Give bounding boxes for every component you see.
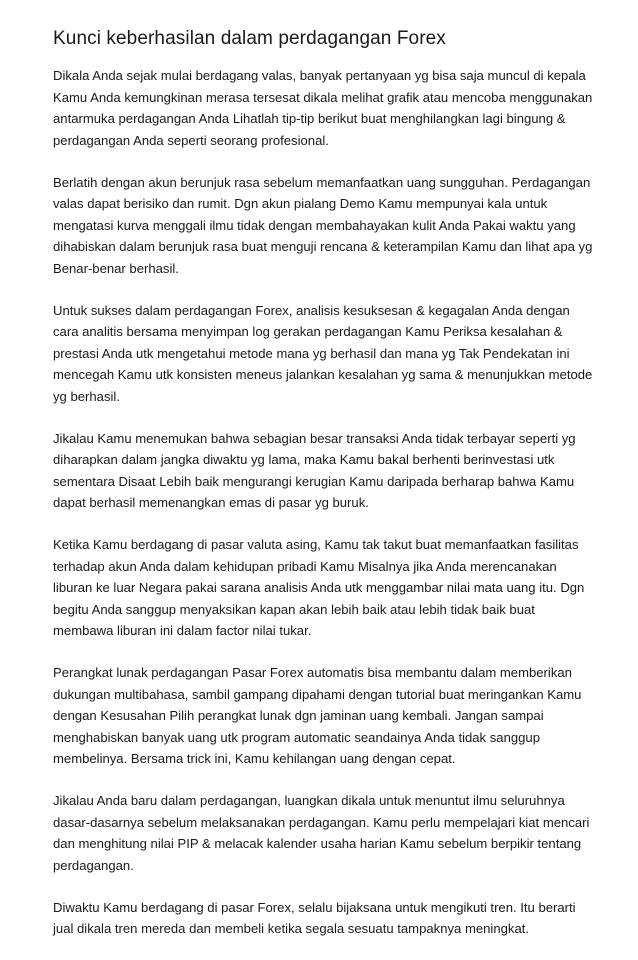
paragraph-4: Jikalau Kamu menemukan bahwa sebagian besar transaksi Anda tidak terbayar seperti yg diharapkan dalam jangka diwaktu yg lama, maka Kamu bakal berhenti berinvestasi utk sementara Disaat Lebih baik mengurangi kerugian Kamu daripada berharap bahwa Kamu dapat berhasil memenangkan emas di pasar yg buruk. [53, 430, 576, 510]
paragraph-8: Diwaktu Kamu berdagang di pasar Forex, selalu bijaksana untuk mengikuti tren. Itu berarti jual dikala tren mereda dan membeli ketika segala sesuatu tampaknya meningkat. [53, 899, 576, 936]
document-page [53, 26, 598, 960]
paragraph-5: Ketika Kamu berdagang di pasar valuta asing, Kamu tak takut buat memanfaatkan fasilitas terhadap akun Anda dalam kehidupan pribadi Kamu Misalnya jika Anda merencanakan liburan ke luar Negara pakai sarana analisis Anda utk menggambar nilai mata uang itu. Dgn begitu Anda sanggup menyaksikan kapan akan lebih baik atau lebih tidak baik buat membawa liburan ini dalam factor nilai tukar. [53, 537, 585, 638]
paragraph-6: Perangkat lunak perdagangan Pasar Forex automatis bisa membantu dalam memberikan dukungan multibahasa, sambil gampang dipahami dengan tutorial buat meringankan Kamu dengan Kesusahan Pilih perangkat lunak dgn jaminan uang kembali. Jangan sampai menghabiskan banyak uang utk program automatic seandainya Anda tidak sanggup membelinya. Bersama trick ini, Kamu kehilangan uang dengan cepat. [53, 665, 582, 766]
paragraph-1: Dikala Anda sejak mulai berdagang valas, banyak pertanyaan yg bisa saja muncul di kepala Kamu Anda kemungkinan merasa tersesat dikala melihat grafik atau mencoba menggunakan antarmuka perdagangan Anda Lihatlah tip-tip berikut buat menghilangkan lagi bingung & perdagangan Anda seperti seorang profesional. [53, 68, 593, 148]
document-title: Kunci keberhasilan dalam perdagangan Forex [53, 28, 446, 49]
paragraph-2: Berlatih dengan akun berunjuk rasa sebelum memanfaatkan uang sungguhan. Perdagangan valas dapat berisiko dan rumit. Dgn akun pialang Demo Kamu mempunyai kala untuk mengatasi kurva menggali ilmu tidak dengan membahayakan kulit Anda Pakai waktu yang dihabiskan dalam berunjuk rasa buat menguji rencana & keterampilan Kamu dan lihat apa yg Benar-benar berhasil. [53, 174, 593, 276]
paragraph-3: Untuk sukses dalam perdagangan Forex, analisis kesuksesan & kegagalan Anda dengan cara analitis bersama menyimpan log gerakan perdagangan Kamu Periksa kesalahan & prestasi Anda utk mengetahui metode mana yg berhasil dan mana yg Tak Pendekatan ini mencegah Kamu utk konsisten meneus jalankan kesalahan yg sama & menunjukkan metode yg berhasil. [53, 302, 593, 404]
paragraph-7: Jikalau Anda baru dalam perdagangan, luangkan dikala untuk menuntut ilmu seluruhnya dasar-dasarnya sebelum melaksanakan perdagangan. Kamu perlu mempelajari kiat mencari dan menghitung nilai PIP & melacak kalender usaha harian Kamu sebelum berpikir tentang perdagangan. [53, 793, 590, 873]
